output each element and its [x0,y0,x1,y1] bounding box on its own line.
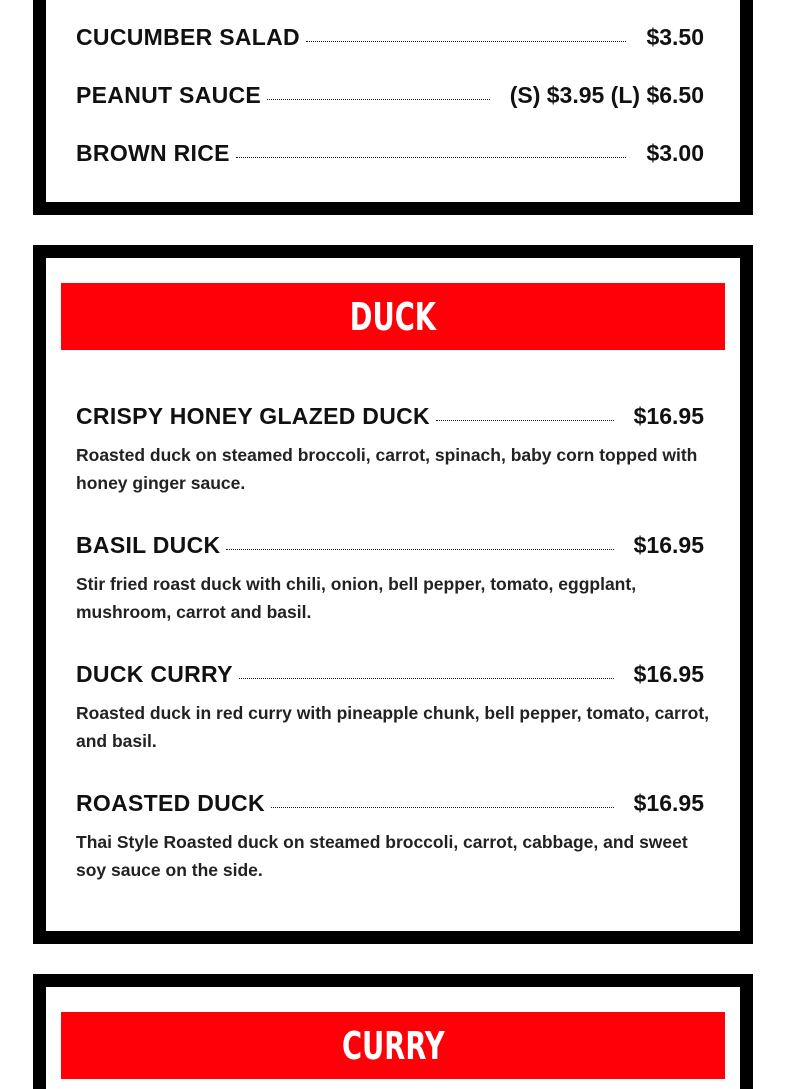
menu-item [76,140,704,170]
dotted-leader [226,549,613,550]
item-price: (S) $3.95 (L) $6.50 [509,82,704,108]
section-title: CURRY [341,1023,445,1068]
item-price: $3.00 [646,140,704,166]
item-name: DUCK CURRY [76,661,233,687]
menu-item [76,24,704,54]
item-name: ROASTED DUCK [76,790,265,816]
item-price: $16.95 [633,661,704,687]
menu-item [76,82,704,112]
dotted-leader [436,420,614,421]
dotted-leader [236,157,627,158]
menu-item [76,403,704,497]
item-description: Thai Style Roasted duck on steamed broccoli, carrot, cabbage, and sweet soy sauce on the side. [76,832,688,880]
item-price: $16.95 [633,403,704,429]
item-price: $16.95 [633,532,704,558]
item-name: BASIL DUCK [76,532,221,558]
item-name: CRISPY HONEY GLAZED DUCK [76,403,430,429]
duck-section [33,245,753,944]
item-description: Roasted duck on steamed broccoli, carrot, spinach, baby corn topped with honey ginger sauce. [76,445,698,493]
item-description: Stir fried roast duck with chili, onion, bell pepper, tomato, eggplant, mushroom, carrot and basil. [76,574,637,622]
curry-section [33,974,753,1089]
item-name: CUCUMBER SALAD [76,24,300,50]
item-price: $3.50 [646,24,704,50]
menu-item [76,661,710,755]
item-name: BROWN RICE [76,140,230,166]
section-banner [61,283,725,350]
menu-item [76,790,704,884]
dotted-leader [267,99,490,100]
dotted-leader [239,678,614,679]
item-name: PEANUT SAUCE [76,82,262,108]
menu-item [76,532,704,626]
dotted-leader [306,41,626,42]
item-price: $16.95 [633,790,704,816]
section-title: DUCK [349,294,437,339]
section-banner [61,1012,725,1079]
item-description: Roasted duck in red curry with pineapple chunk, bell pepper, tomato, carrot, and basil. [76,703,710,751]
sides-section [33,0,753,215]
dotted-leader [271,807,614,808]
